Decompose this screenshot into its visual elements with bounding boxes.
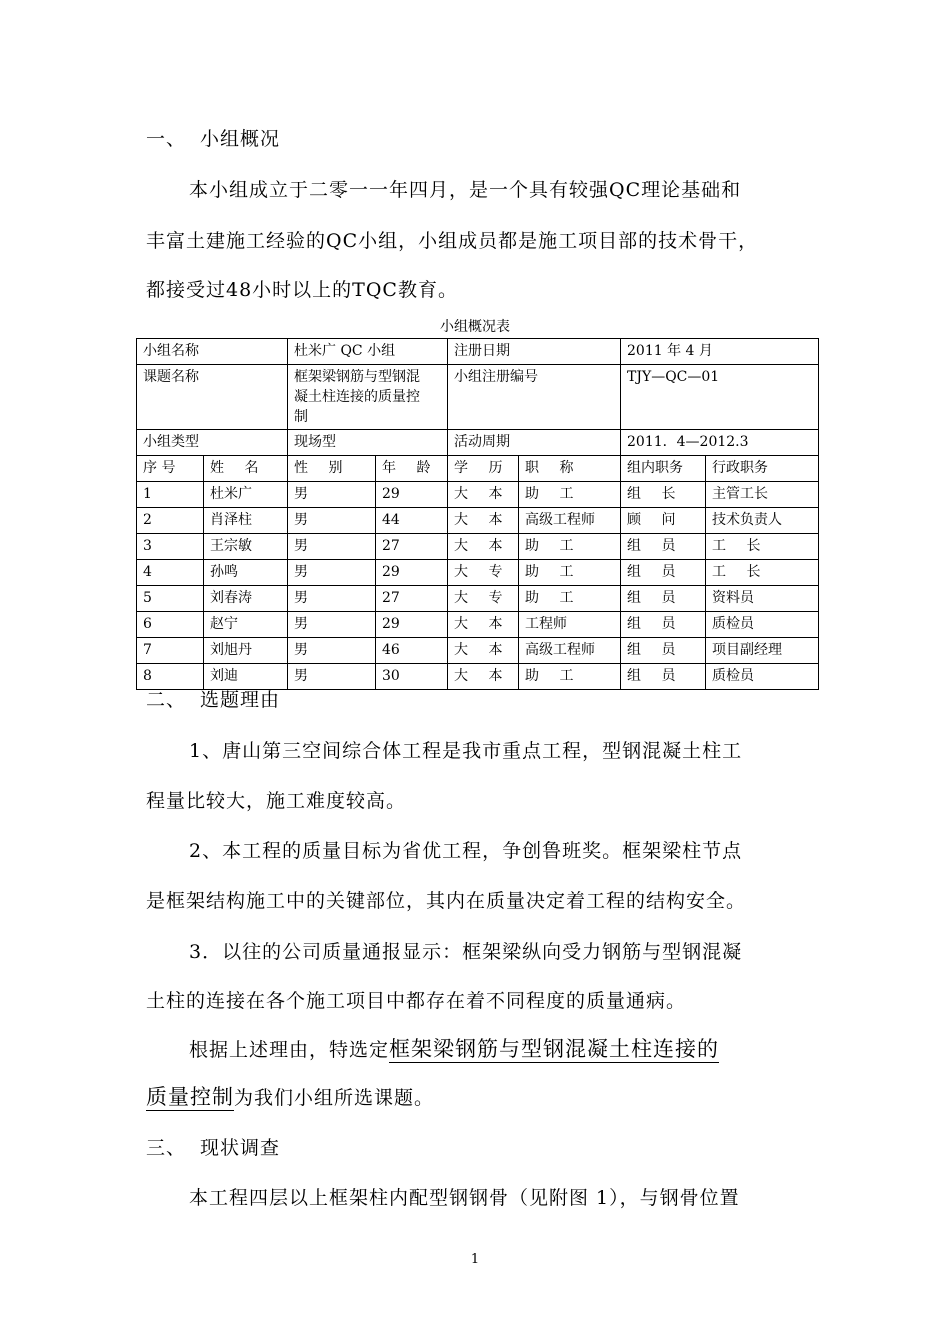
table-cell: 项目副经理 [706, 638, 819, 664]
table-cell: 资料员 [706, 586, 819, 612]
info-row-topic [137, 365, 819, 430]
table-cell: 肖泽柱 [204, 508, 288, 534]
info-value: 杜米广 QC 小组 [288, 339, 448, 365]
section-2-line-4: 是框架结构施工中的关键部位，其内在质量决定着工程的结构安全。 [146, 890, 747, 912]
table-cell: 组 员 [621, 586, 706, 612]
group-overview-table [136, 338, 819, 690]
table-cell: 孙鸣 [204, 560, 288, 586]
table-cell: 组 员 [621, 664, 706, 690]
table-cell: 大 专 [448, 560, 519, 586]
section-2-conclusion-line-2 [146, 1081, 434, 1111]
table-row [137, 612, 819, 638]
member-header-row [137, 456, 819, 482]
member-rows [137, 482, 819, 690]
table-cell: 4 [137, 560, 204, 586]
column-header: 学 历 [448, 456, 519, 482]
table-cell: 男 [288, 508, 376, 534]
table-cell: 高级工程师 [519, 638, 621, 664]
table-cell: 工 长 [706, 560, 819, 586]
section-3-heading [146, 1133, 280, 1160]
table-cell: 助 工 [519, 560, 621, 586]
section-2-conclusion-line-1 [189, 1033, 719, 1063]
section-3-number: 三、 [146, 1137, 187, 1159]
section-1-line-2: 丰富土建施工经验的QC小组，小组成员都是施工项目部的技术骨干， [146, 230, 759, 252]
page-number: 1 [470, 1252, 480, 1267]
table-cell: 组 员 [621, 560, 706, 586]
table-cell: 助 工 [519, 664, 621, 690]
table-cell: 组 员 [621, 638, 706, 664]
info-value: 现场型 [288, 430, 448, 456]
section-3-line-1: 本工程四层以上框架柱内配型钢钢骨（见附图 1），与钢骨位置 [189, 1187, 740, 1209]
section-2-line-6: 土柱的连接在各个施工项目中都存在着不同程度的质量通病。 [146, 990, 687, 1012]
column-header: 组内职务 [621, 456, 706, 482]
table-caption: 小组概况表 [440, 319, 510, 335]
conclusion-prefix: 根据上述理由，特选定 [189, 1039, 390, 1061]
info-value: 框架梁钢筋与型钢混凝土柱连接的质量控制 [288, 365, 448, 430]
table-cell: 29 [376, 560, 448, 586]
table-cell: 助 工 [519, 534, 621, 560]
table-cell: 顾 问 [621, 508, 706, 534]
table-cell: 高级工程师 [519, 508, 621, 534]
conclusion-suffix: 为我们小组所选课题。 [234, 1087, 435, 1109]
info-value: TJY—QC—01 [621, 365, 819, 430]
table-cell: 大 本 [448, 482, 519, 508]
table-row [137, 508, 819, 534]
table-cell: 助 工 [519, 482, 621, 508]
section-1-line-1: 本小组成立于二零一一年四月，是一个具有较强QC理论基础和 [189, 179, 742, 201]
column-header: 姓 名 [204, 456, 288, 482]
table-cell: 46 [376, 638, 448, 664]
table-row [137, 638, 819, 664]
table-cell: 男 [288, 482, 376, 508]
selected-topic-part-2: 质量控制 [146, 1085, 234, 1109]
table-cell: 7 [137, 638, 204, 664]
table-row [137, 534, 819, 560]
section-3-title: 现状调查 [200, 1137, 281, 1159]
table-cell: 刘春涛 [204, 586, 288, 612]
info-row-name [137, 339, 819, 365]
section-2-line-1: 1、唐山第三空间综合体工程是我市重点工程，型钢混凝土柱工 [189, 740, 743, 762]
table-cell: 大 本 [448, 508, 519, 534]
section-2-title: 选题理由 [200, 689, 281, 711]
info-label: 注册日期 [448, 339, 621, 365]
table-cell: 27 [376, 586, 448, 612]
section-1-heading [146, 124, 280, 151]
table-cell: 杜米广 [204, 482, 288, 508]
table-cell: 男 [288, 612, 376, 638]
info-label: 课题名称 [137, 365, 288, 430]
info-value: 2011 年 4 月 [621, 339, 819, 365]
column-header: 职 称 [519, 456, 621, 482]
info-label: 小组类型 [137, 430, 288, 456]
info-value: 2011．4—2012.3 [621, 430, 819, 456]
table-row [137, 586, 819, 612]
table-cell: 主管工长 [706, 482, 819, 508]
column-header: 性 别 [288, 456, 376, 482]
table-cell: 男 [288, 586, 376, 612]
table-cell: 27 [376, 534, 448, 560]
table-cell: 工程师 [519, 612, 621, 638]
table-cell: 5 [137, 586, 204, 612]
table-row [137, 482, 819, 508]
table-cell: 质检员 [706, 612, 819, 638]
table-cell: 质检员 [706, 664, 819, 690]
table-cell: 工 长 [706, 534, 819, 560]
column-header: 行政职务 [706, 456, 819, 482]
info-label: 活动周期 [448, 430, 621, 456]
info-label: 小组名称 [137, 339, 288, 365]
section-1-title: 小组概况 [200, 128, 281, 150]
table-cell: 男 [288, 560, 376, 586]
section-1-line-3: 都接受过48小时以上的TQC教育。 [146, 279, 458, 301]
table-cell: 大 专 [448, 586, 519, 612]
table-cell: 1 [137, 482, 204, 508]
table-cell: 组 员 [621, 534, 706, 560]
info-label: 小组注册编号 [448, 365, 621, 430]
table-cell: 大 本 [448, 612, 519, 638]
table-cell: 男 [288, 638, 376, 664]
section-2-line-3: 2、本工程的质量目标为省优工程，争创鲁班奖。框架梁柱节点 [189, 840, 743, 862]
section-2-number: 二、 [146, 689, 187, 711]
table-cell: 大 本 [448, 534, 519, 560]
table-cell: 8 [137, 664, 204, 690]
table-cell: 技术负责人 [706, 508, 819, 534]
table-cell: 29 [376, 482, 448, 508]
selected-topic-part-1: 框架梁钢筋与型钢混凝土柱连接的 [389, 1037, 720, 1061]
table-cell: 2 [137, 508, 204, 534]
column-header: 序 号 [137, 456, 204, 482]
table-cell: 刘旭丹 [204, 638, 288, 664]
column-header: 年 龄 [376, 456, 448, 482]
table-cell: 王宗敏 [204, 534, 288, 560]
table-cell: 30 [376, 664, 448, 690]
table-cell: 44 [376, 508, 448, 534]
table-cell: 组 员 [621, 612, 706, 638]
section-1-number: 一、 [146, 128, 187, 150]
section-2-heading [146, 685, 280, 712]
table-cell: 男 [288, 534, 376, 560]
section-2-line-5: 3．以往的公司质量通报显示：框架梁纵向受力钢筋与型钢混凝 [189, 941, 743, 963]
table-cell: 29 [376, 612, 448, 638]
table-cell: 赵宁 [204, 612, 288, 638]
table-cell: 男 [288, 664, 376, 690]
info-row-type [137, 430, 819, 456]
table-cell: 组 长 [621, 482, 706, 508]
table-cell: 刘迪 [204, 664, 288, 690]
table-row [137, 560, 819, 586]
table-cell: 助 工 [519, 586, 621, 612]
table-cell: 大 本 [448, 664, 519, 690]
table-cell: 3 [137, 534, 204, 560]
table-cell: 大 本 [448, 638, 519, 664]
section-2-line-2: 程量比较大，施工难度较高。 [146, 790, 407, 812]
table-cell: 6 [137, 612, 204, 638]
